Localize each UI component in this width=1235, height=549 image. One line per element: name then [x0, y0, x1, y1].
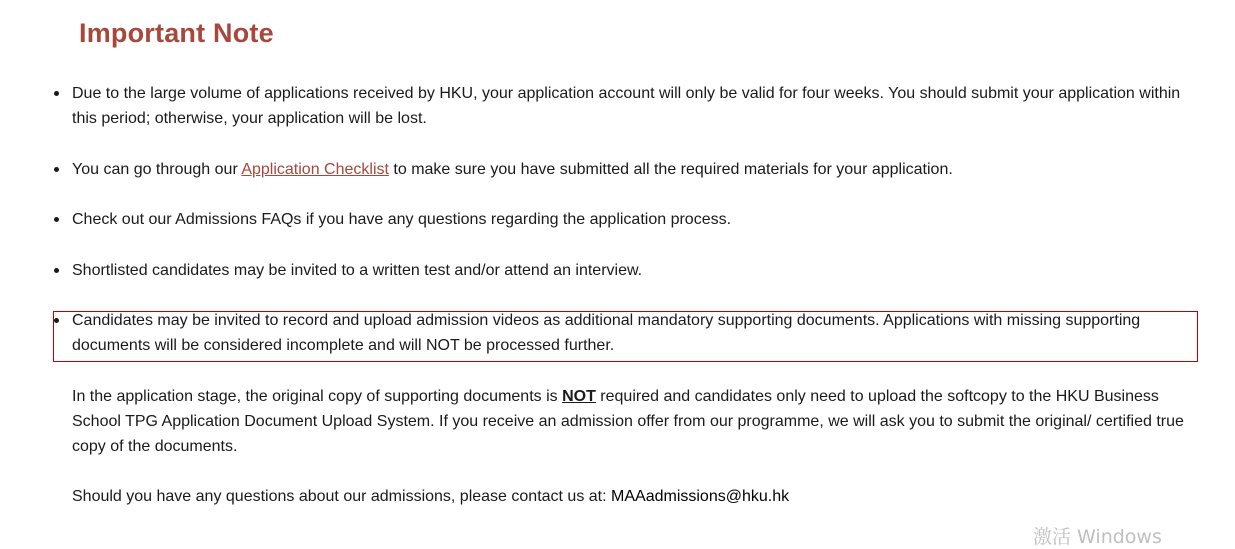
note-text-after-link: to make sure you have submitted all the required materials for your application.: [388, 161, 953, 178]
contact-text: Should you have any questions about our admissions, please contact us at:: [72, 488, 612, 505]
paragraph-text-after: required and candidates only need to upload the softcopy to the HKU Business School TPG Application Document Upload System. If you receive an admission offer from our programme, we will ask you to submit the original/ certified true copy of the documents.: [72, 388, 1184, 455]
supporting-documents-paragraph: [72, 384, 1202, 459]
list-item: [72, 81, 1197, 131]
paragraph-text-before: In the application stage, the original copy of supporting documents is: [72, 388, 563, 405]
note-text: Due to the large volume of applications received by HKU, your application account will only be valid for four weeks. You should submit your application within this period; otherwise, your application will be lost.: [72, 85, 1181, 127]
windows-activation-watermark: 激活 Windows: [1033, 526, 1162, 548]
note-text: Shortlisted candidates may be invited to a written test and/or attend an interview.: [72, 262, 643, 279]
page-title: Important Note: [79, 18, 274, 48]
list-item: [72, 207, 1197, 232]
list-item: [72, 258, 1197, 283]
bullet-icon: [54, 217, 59, 222]
bullet-icon: [54, 268, 59, 273]
emphasis-not: NOT: [562, 388, 596, 405]
bullet-icon: [54, 91, 59, 96]
contact-paragraph: [72, 484, 1202, 509]
bullet-icon: [54, 318, 59, 323]
list-item: [72, 308, 1197, 358]
note-text: Check out our Admissions FAQs if you have any questions regarding the application process.: [72, 211, 732, 228]
application-checklist-link[interactable]: Application Checklist: [241, 161, 389, 178]
contact-email: MAAadmissions@hku.hk: [611, 488, 790, 505]
note-text: Candidates may be invited to record and upload admission videos as additional mandatory supporting documents. Applications with missing supporting documents will be considered incomplete and will NOT be processed further.: [72, 312, 1141, 354]
bullet-icon: [54, 167, 59, 172]
note-text-before-link: You can go through our: [72, 161, 242, 178]
list-item: [72, 157, 1197, 182]
